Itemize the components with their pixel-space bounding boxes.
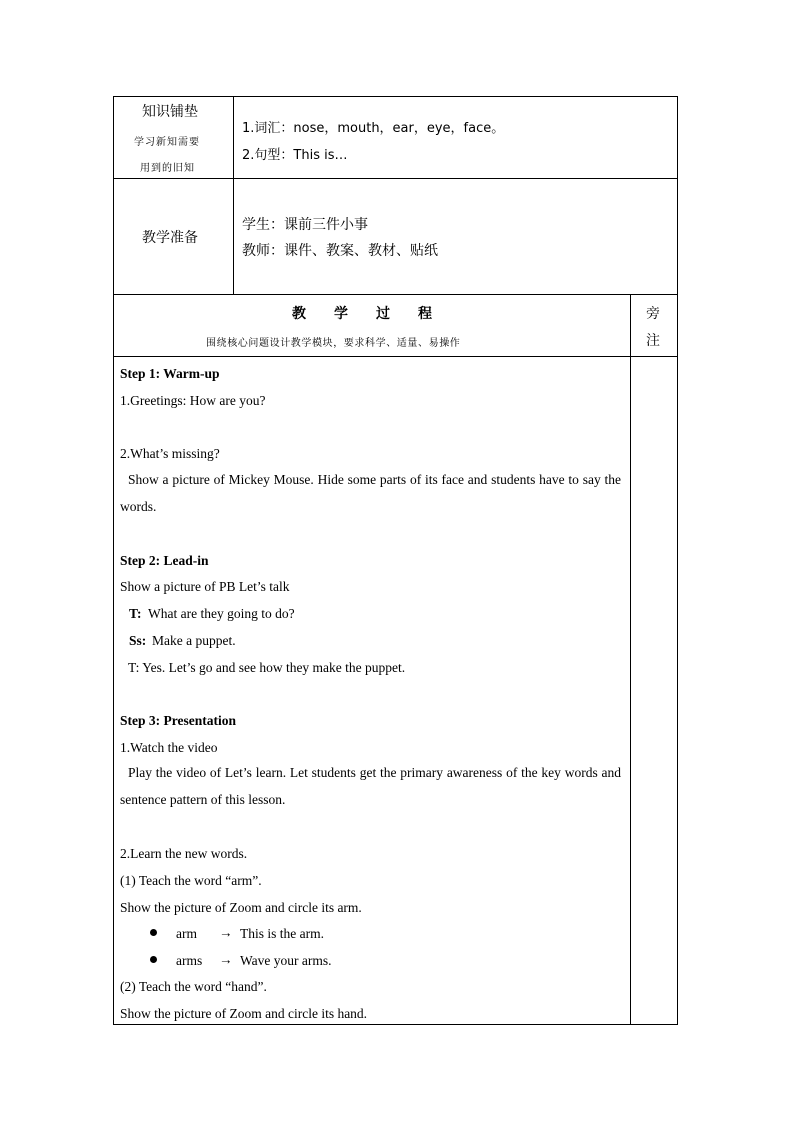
step2-teacher-label: T: xyxy=(129,606,142,621)
preparation-students: 学生：课前三件小事 xyxy=(242,217,368,233)
bullet-icon xyxy=(150,956,157,963)
process-subtitle: 围绕核心问题设计教学模块，要求科学、适量、易操作 xyxy=(206,338,461,349)
step3-learn-words: 2.Learn the new words. xyxy=(120,846,248,861)
side-note-label-2: 注 xyxy=(646,333,660,349)
step2-teacher-line2: T: Yes. Let’s go and see how they make the puppet. xyxy=(128,660,406,675)
bullet-word: arms xyxy=(176,953,203,968)
knowledge-subtitle-1: 学习新知需要 xyxy=(134,137,200,148)
step1-heading: Step 1: Warm-up xyxy=(120,366,220,381)
step2-students-text: Make a puppet. xyxy=(152,633,236,648)
row-divider xyxy=(113,178,678,179)
step3-heading: Step 3: Presentation xyxy=(120,713,236,728)
knowledge-subtitle-2: 用到的旧知 xyxy=(140,163,195,174)
arrow-icon: → xyxy=(219,952,233,967)
step2-heading: Step 2: Lead-in xyxy=(120,553,209,568)
step3-teach-arm: (1) Teach the word “arm”. xyxy=(120,873,262,888)
bullet-icon xyxy=(150,929,157,936)
row-divider xyxy=(113,294,678,295)
step2-line1: Show a picture of PB Let’s talk xyxy=(120,579,290,594)
step1-greetings: 1.Greetings: How are you? xyxy=(120,393,266,408)
knowledge-pattern-line: 2.句型：This is… xyxy=(242,148,348,163)
side-note-label-1: 旁 xyxy=(646,306,660,322)
step3-teach-hand: (2) Teach the word “hand”. xyxy=(120,979,267,994)
step3-show-arm: Show the picture of Zoom and circle its arm. xyxy=(120,900,362,915)
bullet-sentence: This is the arm. xyxy=(240,926,324,941)
step1-whats-missing: 2.What’s missing? xyxy=(120,446,220,461)
step2-teacher-text: What are they going to do? xyxy=(148,606,295,621)
step3-paragraph: Play the video of Let’s learn. Let students get the primary awareness of the key words and sentence pattern of this lesson. xyxy=(120,765,621,807)
process-title: 教 学 过 程 xyxy=(292,306,432,322)
knowledge-title: 知识铺垫 xyxy=(142,104,198,120)
column-divider xyxy=(233,96,234,294)
preparation-teacher: 教师：课件、教案、教材、贴纸 xyxy=(242,243,438,259)
bullet-sentence: Wave your arms. xyxy=(240,953,332,968)
step3-show-hand: Show the picture of Zoom and circle its hand. xyxy=(120,1006,368,1021)
column-divider xyxy=(630,294,631,1025)
step2-students-label: Ss: xyxy=(129,633,147,648)
row-divider xyxy=(113,356,678,357)
arrow-icon: → xyxy=(219,925,233,940)
step3-watch-video: 1.Watch the video xyxy=(120,740,218,755)
preparation-title: 教学准备 xyxy=(142,230,198,246)
knowledge-vocab-line: 1.词汇：nose，mouth，ear，eye，face。 xyxy=(242,121,505,136)
bullet-word: arm xyxy=(176,926,197,941)
step1-paragraph: Show a picture of Mickey Mouse. Hide some parts of its face and students have to say the words. xyxy=(120,472,621,514)
